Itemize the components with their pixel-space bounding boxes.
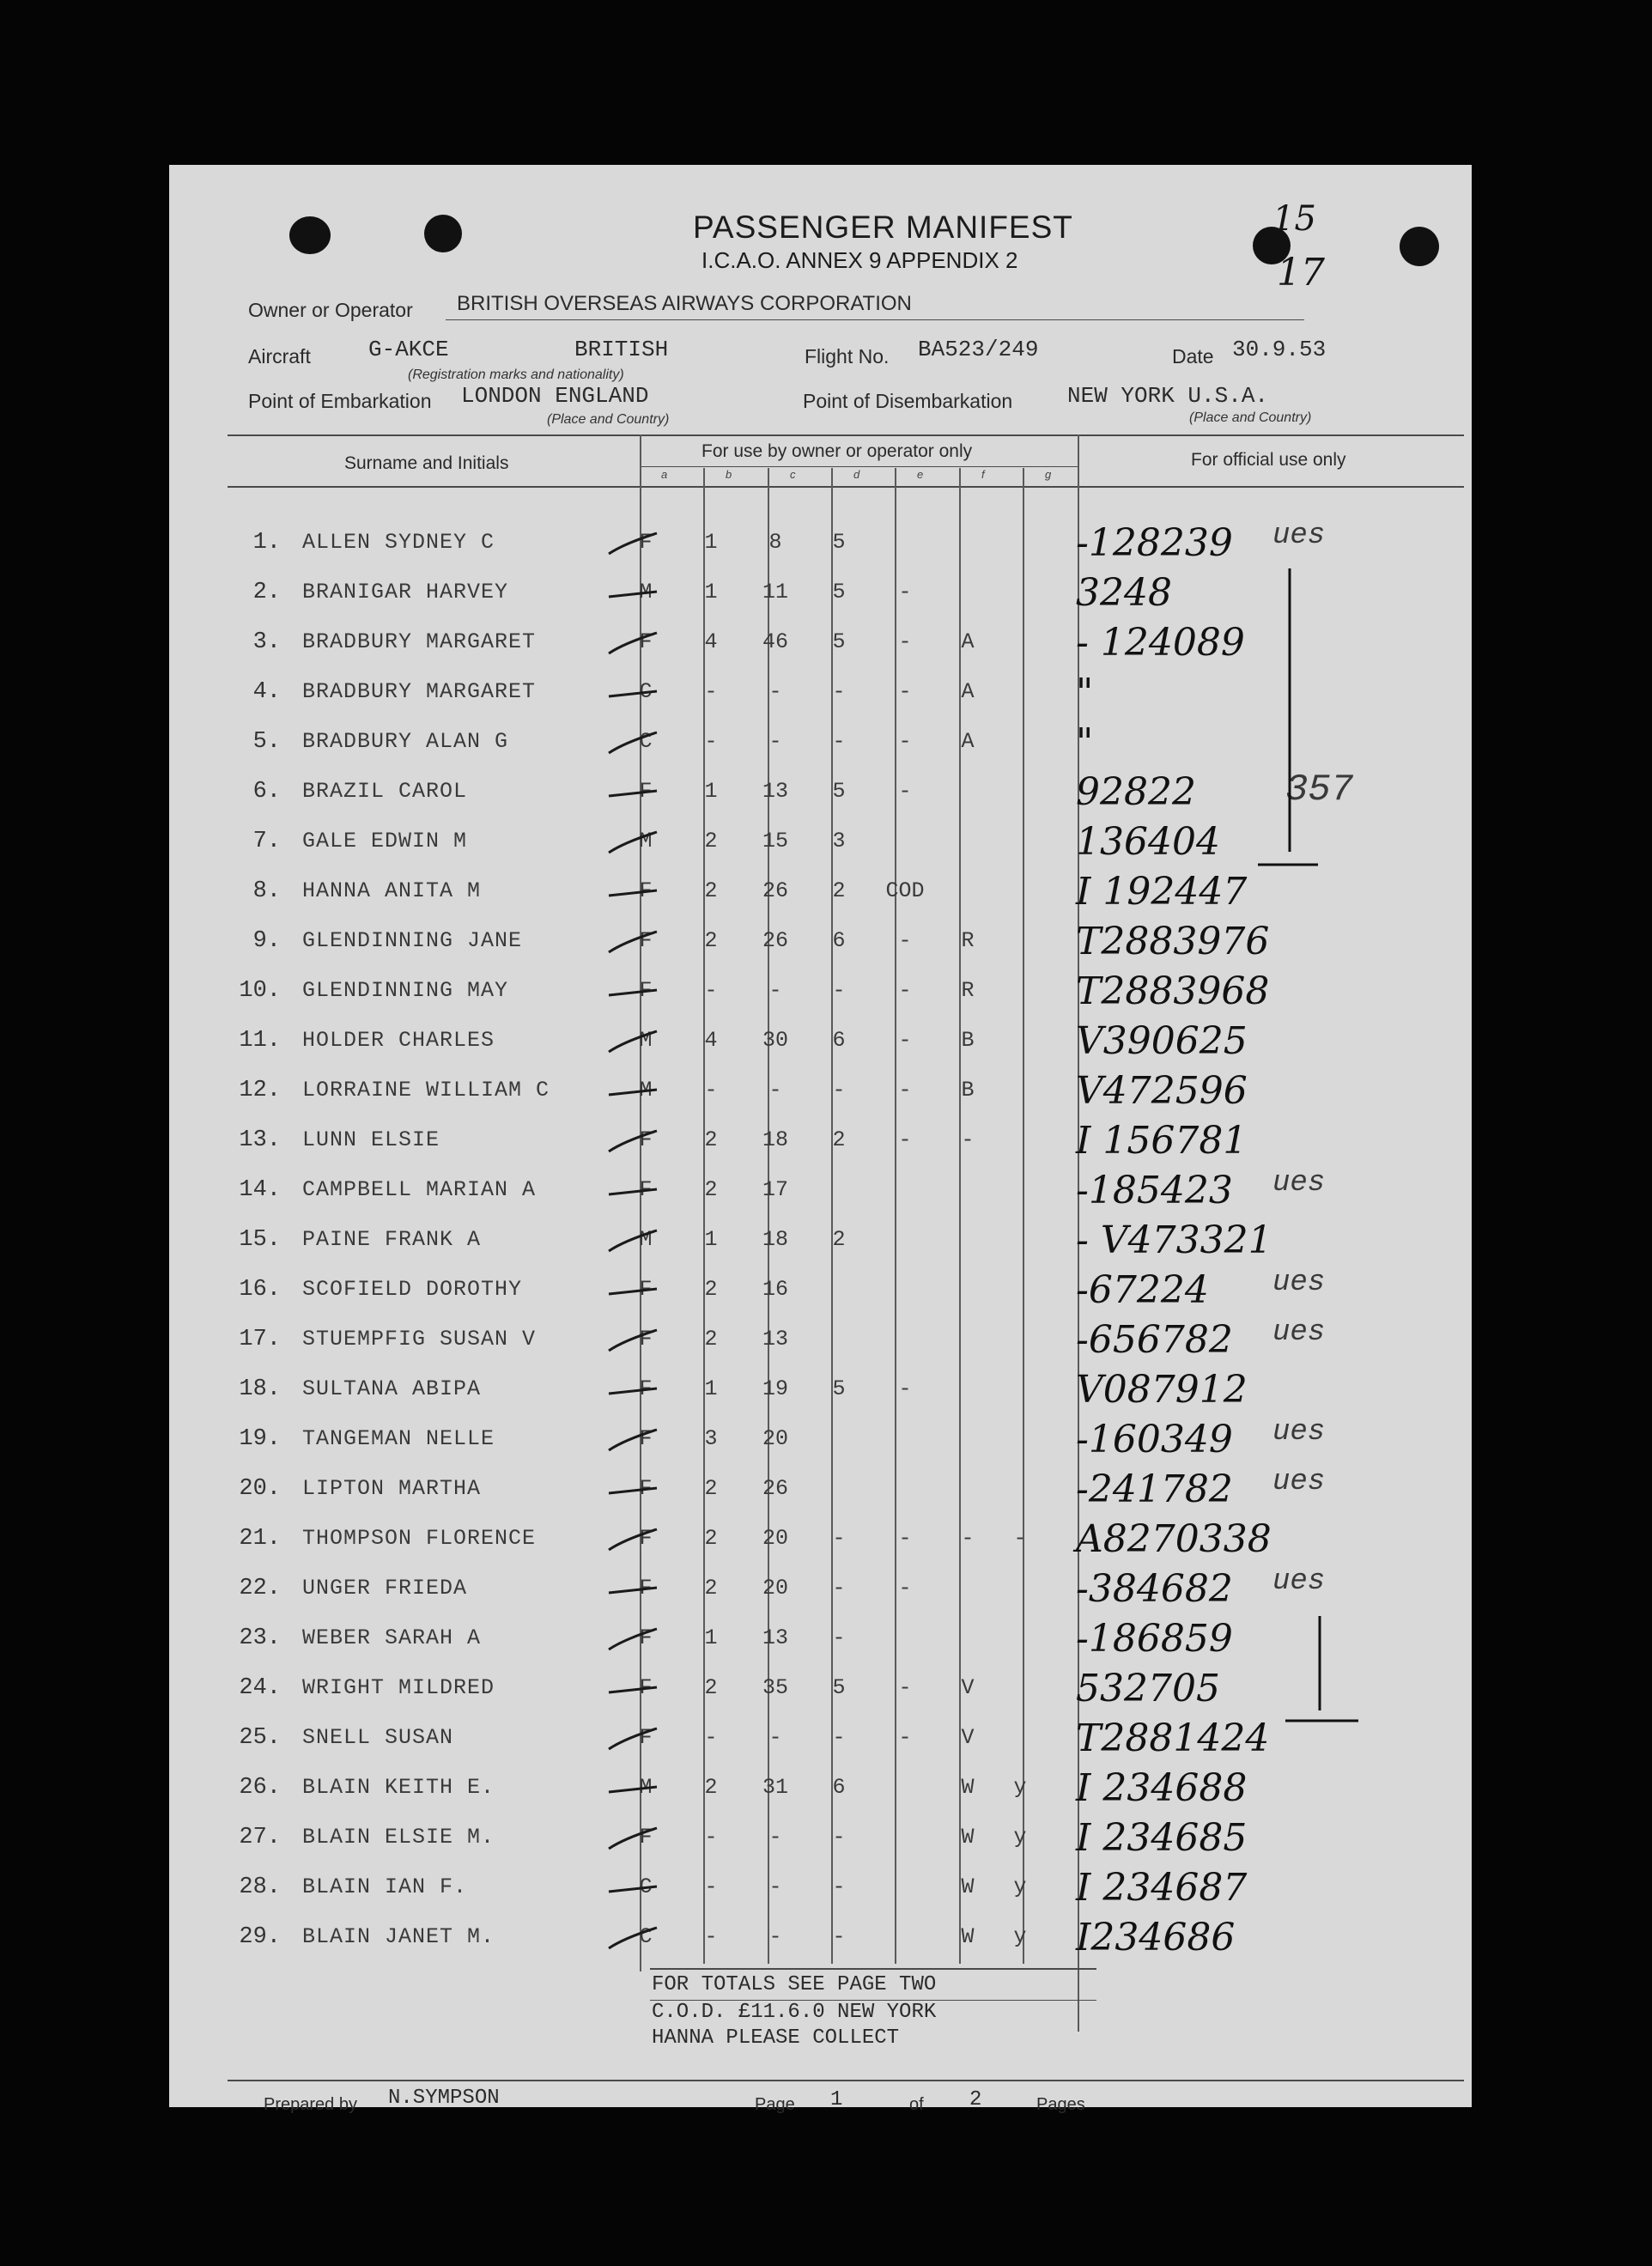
col-d-value: 5: [832, 779, 846, 804]
col-b-value: 2: [704, 1277, 718, 1302]
col-b-value: 1: [704, 1625, 718, 1650]
col-a-value: F: [639, 928, 653, 953]
col-a-value: F: [639, 1426, 653, 1451]
col-d-value: 6: [832, 1775, 846, 1800]
col-a-value: F: [639, 1376, 653, 1401]
official-number: I 234687: [1076, 1866, 1248, 1910]
col-b-value: 4: [704, 629, 718, 654]
col-c-value: -: [768, 1725, 782, 1750]
embarkation-value: LONDON ENGLAND: [461, 383, 649, 409]
flight-label: Flight No.: [805, 345, 890, 368]
row-number: 8.: [252, 878, 281, 904]
passenger-name: BLAIN JANET M.: [302, 1924, 495, 1949]
col-b-value: -: [704, 1924, 718, 1949]
page-title: PASSENGER MANIFEST: [693, 210, 1073, 245]
col-b-value: 2: [704, 878, 718, 903]
col-e-value: -: [898, 1376, 912, 1401]
row-number: 17.: [239, 1327, 281, 1352]
col-d-value: 6: [832, 928, 846, 953]
col-d-value: 2: [832, 878, 846, 903]
official-number: 92822: [1076, 770, 1196, 814]
col-a-value: F: [639, 1526, 653, 1551]
col-c-value: 18: [762, 1127, 788, 1152]
official-number: 136404: [1076, 820, 1220, 864]
row-number: 3.: [252, 629, 281, 655]
col-a-value: M: [639, 1775, 653, 1800]
aircraft-label: Aircraft: [248, 345, 311, 368]
col-e-value: -: [898, 1078, 912, 1103]
col-g-value: y: [1013, 1775, 1027, 1800]
corner-note-1: 15: [1272, 199, 1316, 239]
col-d-value: 5: [832, 1675, 846, 1700]
manifest-sheet: PASSENGER MANIFEST I.C.A.O. ANNEX 9 APPENDIX 2 15 17 Owner or Operator BRITISH OVERSEAS AIRWAYS CORPORATION Aircraft G-AKCE BRITISH (Registration marks and nationality) Flight No. BA523/249 Date 30.9.53 Point of Embarkation LONDON ENGLAND (Place and Country) Point of Disembarkation NEW YORK U.S.A. (Place and Country) Surname and Initials For use by owner or operator only For official use only a b c d e f g 1. ALLEN SYDNEY C F 1 8 5 -128239 ues 2. BRANIGAR HARVEY M 1 11 5 - 3248 3. BRADBURY MARGARET F 4 46 5 - A - 124089 4. BRADBURY MARGARET C - - - - A " 5. BRADBURY ALAN G C - - - - A " 6. BRAZIL CAROL F 1 13 5 - 92822 357 7. GALE EDWIN M M 2 15 3 136404 8. HANNA ANITA M F 2 26 2 COD I 192447 9. GLENDINNING JANE F 2 26 6 - R T2883976 10. GLENDINNING MAY F - - - - R T2883968 11. HOLDER CHARLES M 4 30 6 - B V390625 12. LORRAINE WILLIAM C M - - - - B V472596 13. LUNN ELSIE F 2 18 2 - - I 156781 14. CAMPBELL MARIAN A F 2 17 -185423 ues 15. PAINE FRANK A M 1 18 2 - V473321 16. SCOFIELD DOROTHY F 2 16 -67224 ues 17. STUEMPFIG SUSAN V F 2 13 -656782 ues 18. SULTANA ABIPA F 1 19 5 - V087912 19. TANGEMAN NELLE F 3 20 -160349 ues 20. LIPTON MARTHA F 2 26 -241782 ues 21. THOMPSON FLORENCE F 2 20 - - - - A8270338 22. UNGER FRIEDA F 2 20 - - -384682 ues 23. WEBER SARAH A F 1 13 - -186859 24. WRIGHT MILDRED F 2 35 5 - V 532705 25. SNELL SUSAN F - - - - V T2881424 26. BLAIN KEITH E. M 2 31 6 W y I 234688 27. BLAIN ELSIE M. F - - - W y I 234685 28. BLAIN IAN F. C - - - W y I 234687 29. BLAIN JANET M. C - - - W y I234686 FOR TOTALS SEE PAGE TWO C.O.D. £11.6.0 NEW YORK HANNA PLEASE COLLECT Prepared by N.SYMPSON Page 1 of 2 Pages: [169, 165, 1472, 2107]
row-number: 24.: [239, 1675, 281, 1701]
col-a-value: F: [639, 1327, 653, 1352]
col-a-value: F: [639, 1725, 653, 1750]
passenger-name: LORRAINE WILLIAM C: [302, 1078, 550, 1103]
col-e-value: -: [898, 978, 912, 1003]
official-number: -128239: [1076, 521, 1233, 565]
flight-value: BA523/249: [918, 337, 1039, 362]
passenger-name: ALLEN SYDNEY C: [302, 530, 495, 555]
col-d-value: -: [832, 1825, 846, 1850]
official-number: -241782: [1076, 1467, 1233, 1511]
row-number: 22.: [239, 1576, 281, 1601]
passenger-name: BLAIN ELSIE M.: [302, 1825, 495, 1850]
col-c-value: -: [768, 1078, 782, 1103]
passenger-name: TANGEMAN NELLE: [302, 1426, 495, 1451]
col-b-value: 1: [704, 779, 718, 804]
official-number: -656782: [1076, 1318, 1233, 1362]
row-number: 23.: [239, 1625, 281, 1651]
col-a-value: M: [639, 1078, 653, 1103]
col-b-value: 4: [704, 1028, 718, 1053]
col-b-value: 2: [704, 1576, 718, 1601]
official-number: V390625: [1076, 1019, 1248, 1063]
col-d-value: -: [832, 729, 846, 754]
col-e-value: -: [898, 1675, 912, 1700]
col-a-value: M: [639, 829, 653, 854]
row-number: 10.: [239, 978, 281, 1004]
col-c-value: 18: [762, 1227, 788, 1252]
totals-line-3: HANNA PLEASE COLLECT: [652, 2026, 900, 2050]
passenger-name: STUEMPFIG SUSAN V: [302, 1327, 537, 1352]
disembarkation-label: Point of Disembarkation: [803, 390, 1013, 412]
col-d-value: 5: [832, 629, 846, 654]
row-number: 18.: [239, 1376, 281, 1402]
official-number: I234686: [1076, 1916, 1236, 1959]
col-d-value: 5: [832, 1376, 846, 1401]
disembarkation-hint: (Place and Country): [1189, 410, 1312, 425]
official-number: V087912: [1076, 1368, 1248, 1412]
col-e-value: -: [898, 1526, 912, 1551]
col-c-value: 26: [762, 1476, 788, 1501]
col-c-value: 13: [762, 779, 788, 804]
official-note: 357: [1285, 768, 1354, 811]
col-a-value: M: [639, 1028, 653, 1053]
col-b-value: 2: [704, 1675, 718, 1700]
col-d-value: 2: [832, 1227, 846, 1252]
passenger-name: CAMPBELL MARIAN A: [302, 1177, 537, 1202]
col-b-value: -: [704, 1874, 718, 1899]
col-f-value: -: [961, 1526, 975, 1551]
passenger-name: HANNA ANITA M: [302, 878, 482, 903]
page-total: 2: [969, 2088, 982, 2111]
row-number: 14.: [239, 1177, 281, 1203]
official-number: - V473321: [1076, 1218, 1272, 1262]
col-c-value: -: [768, 1874, 782, 1899]
col-d-value: -: [832, 978, 846, 1003]
col-e-value: -: [898, 928, 912, 953]
passenger-name: LIPTON MARTHA: [302, 1476, 482, 1501]
col-e-value: COD: [885, 878, 925, 903]
handwritten-brackets: [169, 165, 1472, 2107]
page-label: Page: [755, 2095, 795, 2114]
row-number: 25.: [239, 1725, 281, 1751]
col-c-value: -: [768, 679, 782, 704]
col-e-value: -: [898, 729, 912, 754]
col-b-value: -: [704, 978, 718, 1003]
col-c-value: 20: [762, 1576, 788, 1601]
official-number: A8270338: [1076, 1517, 1272, 1561]
col-b-value: 1: [704, 530, 718, 555]
official-number: I 234688: [1076, 1766, 1248, 1810]
col-c-value: 20: [762, 1526, 788, 1551]
col-a-value: F: [639, 530, 653, 555]
col-d-value: -: [832, 1924, 846, 1949]
registration-hint: (Registration marks and nationality): [408, 368, 624, 382]
official-note: ues: [1272, 1267, 1326, 1299]
col-f-value: A: [961, 729, 975, 754]
col-official-header: For official use only: [1191, 450, 1346, 470]
col-d-value: 2: [832, 1127, 846, 1152]
col-c-value: 13: [762, 1625, 788, 1650]
col-e-value: -: [898, 1725, 912, 1750]
col-d-value: 5: [832, 530, 846, 555]
date-label: Date: [1172, 345, 1214, 368]
col-c-value: 16: [762, 1277, 788, 1302]
col-g-value: -: [1013, 1526, 1027, 1551]
col-b-value: 2: [704, 1476, 718, 1501]
col-d-value: -: [832, 1625, 846, 1650]
col-f-value: W: [961, 1775, 975, 1800]
col-c-value: 26: [762, 878, 788, 903]
disembarkation-value: NEW YORK U.S.A.: [1067, 383, 1269, 409]
col-f-value: -: [961, 1127, 975, 1152]
col-b-value: 2: [704, 1775, 718, 1800]
embarkation-label: Point of Embarkation: [248, 390, 432, 412]
col-b-value: 2: [704, 1327, 718, 1352]
row-number: 28.: [239, 1874, 281, 1900]
official-number: -384682: [1076, 1567, 1233, 1611]
row-number: 9.: [252, 928, 281, 954]
official-number: - 124089: [1076, 621, 1245, 665]
col-b-value: -: [704, 729, 718, 754]
passenger-name: BLAIN IAN F.: [302, 1874, 468, 1899]
passenger-name: WRIGHT MILDRED: [302, 1675, 495, 1700]
col-c-value: 26: [762, 928, 788, 953]
col-c-value: 13: [762, 1327, 788, 1352]
col-f-value: W: [961, 1924, 975, 1949]
corner-note-2: 17: [1277, 251, 1325, 295]
prepared-label: Prepared by: [264, 2095, 357, 2114]
col-c-value: 19: [762, 1376, 788, 1401]
col-c-value: -: [768, 1924, 782, 1949]
totals-line-2: C.O.D. £11.6.0 NEW YORK: [652, 2001, 937, 2024]
official-note: ues: [1272, 1416, 1326, 1449]
col-c-value: 30: [762, 1028, 788, 1053]
official-note: ues: [1272, 1167, 1326, 1200]
col-b-value: -: [704, 679, 718, 704]
col-b-value: -: [704, 1725, 718, 1750]
official-number: V472596: [1076, 1069, 1248, 1113]
pages-label: Pages: [1036, 2095, 1085, 2114]
official-number: T2881424: [1076, 1716, 1270, 1760]
col-b-value: -: [704, 1078, 718, 1103]
official-number: -186859: [1076, 1617, 1233, 1661]
row-number: 11.: [239, 1028, 281, 1054]
col-d-value: -: [832, 1078, 846, 1103]
col-e-value: -: [898, 1028, 912, 1053]
row-number: 19.: [239, 1426, 281, 1452]
col-e-value: -: [898, 679, 912, 704]
col-g-value: y: [1013, 1924, 1027, 1949]
col-c-value: 8: [768, 530, 782, 555]
col-a-value: C: [639, 1874, 653, 1899]
col-b-value: 1: [704, 1227, 718, 1252]
row-number: 4.: [252, 679, 281, 705]
col-f-value: B: [961, 1028, 975, 1053]
col-a-value: F: [639, 978, 653, 1003]
row-number: 15.: [239, 1227, 281, 1253]
passenger-name: GLENDINNING MAY: [302, 978, 509, 1003]
owner-label: Owner or Operator: [248, 299, 413, 321]
passenger-name: BRADBURY ALAN G: [302, 729, 509, 754]
col-f-value: W: [961, 1825, 975, 1850]
totals-line-1: FOR TOTALS SEE PAGE TWO: [652, 1973, 937, 1996]
col-a-value: F: [639, 1576, 653, 1601]
col-a-value: F: [639, 1476, 653, 1501]
col-a-value: M: [639, 1227, 653, 1252]
official-note: ues: [1272, 519, 1326, 552]
official-note: ues: [1272, 1565, 1326, 1598]
official-note: ues: [1272, 1316, 1326, 1349]
official-number: T2883968: [1076, 969, 1270, 1013]
prepared-value: N.SYMPSON: [388, 2087, 500, 2110]
official-number: ": [1076, 720, 1094, 764]
col-f-value: V: [961, 1725, 975, 1750]
col-c-value: 20: [762, 1426, 788, 1451]
official-number: ": [1076, 671, 1094, 714]
col-f-value: A: [961, 629, 975, 654]
official-number: I 234685: [1076, 1816, 1248, 1860]
row-number: 5.: [252, 729, 281, 755]
col-d-value: -: [832, 1725, 846, 1750]
passenger-name: BRAZIL CAROL: [302, 779, 468, 804]
official-number: 3248: [1076, 571, 1172, 615]
col-f-value: W: [961, 1874, 975, 1899]
of-label: of: [909, 2095, 924, 2114]
col-a-value: F: [639, 878, 653, 903]
col-a-value: F: [639, 1127, 653, 1152]
row-number: 27.: [239, 1825, 281, 1850]
col-c-value: -: [768, 978, 782, 1003]
col-c-value: 17: [762, 1177, 788, 1202]
passenger-name: BRADBURY MARGARET: [302, 679, 537, 704]
official-number: I 192447: [1076, 870, 1248, 914]
col-f-value: A: [961, 679, 975, 704]
col-a-value: F: [639, 1625, 653, 1650]
col-e-value: -: [898, 1576, 912, 1601]
col-g-value: y: [1013, 1825, 1027, 1850]
col-b-value: 2: [704, 1127, 718, 1152]
col-b-value: 1: [704, 580, 718, 604]
col-b-value: 2: [704, 829, 718, 854]
col-b-value: 2: [704, 928, 718, 953]
passenger-name: BRANIGAR HARVEY: [302, 580, 509, 604]
row-number: 29.: [239, 1924, 281, 1950]
col-c-value: 31: [762, 1775, 788, 1800]
col-g-value: y: [1013, 1874, 1027, 1899]
col-a-value: F: [639, 1277, 653, 1302]
row-number: 13.: [239, 1127, 281, 1153]
col-a-value: C: [639, 1924, 653, 1949]
passenger-name: SNELL SUSAN: [302, 1725, 454, 1750]
row-number: 21.: [239, 1526, 281, 1552]
passenger-name: SCOFIELD DOROTHY: [302, 1277, 523, 1302]
col-c-value: 35: [762, 1675, 788, 1700]
official-number: -185423: [1076, 1169, 1233, 1212]
row-number: 20.: [239, 1476, 281, 1502]
col-c-value: -: [768, 1825, 782, 1850]
col-e-value: -: [898, 779, 912, 804]
col-a-value: M: [639, 580, 653, 604]
col-b-value: -: [704, 1825, 718, 1850]
row-number: 2.: [252, 580, 281, 605]
row-number: 12.: [239, 1078, 281, 1103]
passenger-name: GALE EDWIN M: [302, 829, 468, 854]
passenger-name: SULTANA ABIPA: [302, 1376, 482, 1401]
row-number: 26.: [239, 1775, 281, 1801]
col-d-value: -: [832, 1526, 846, 1551]
col-f-value: R: [961, 978, 975, 1003]
passenger-name: BRADBURY MARGARET: [302, 629, 537, 654]
col-d-value: -: [832, 1576, 846, 1601]
official-number: -160349: [1076, 1418, 1233, 1461]
col-b-value: 2: [704, 1526, 718, 1551]
col-e-value: -: [898, 580, 912, 604]
col-a-value: F: [639, 629, 653, 654]
col-c-value: 11: [762, 580, 788, 604]
embarkation-hint: (Place and Country): [547, 412, 670, 427]
passenger-name: PAINE FRANK A: [302, 1227, 482, 1252]
col-e-value: -: [898, 1127, 912, 1152]
col-b-value: 2: [704, 1177, 718, 1202]
passenger-name: LUNN ELSIE: [302, 1127, 440, 1152]
col-f-value: R: [961, 928, 975, 953]
col-f-value: B: [961, 1078, 975, 1103]
official-number: I 156781: [1076, 1119, 1248, 1163]
passenger-name: GLENDINNING JANE: [302, 928, 523, 953]
row-number: 7.: [252, 829, 281, 854]
page-subtitle: I.C.A.O. ANNEX 9 APPENDIX 2: [701, 247, 1018, 273]
col-b-value: 1: [704, 1376, 718, 1401]
row-number: 16.: [239, 1277, 281, 1303]
col-a-value: F: [639, 1825, 653, 1850]
col-c-value: -: [768, 729, 782, 754]
passenger-name: THOMPSON FLORENCE: [302, 1526, 537, 1551]
col-d-value: 6: [832, 1028, 846, 1053]
col-c-value: 15: [762, 829, 788, 854]
col-a-value: F: [639, 779, 653, 804]
page-number: 1: [830, 2088, 843, 2111]
official-note: ues: [1272, 1466, 1326, 1498]
aircraft-reg: G-AKCE: [368, 337, 449, 362]
col-d-value: 5: [832, 580, 846, 604]
passenger-name: UNGER FRIEDA: [302, 1576, 468, 1601]
row-number: 6.: [252, 779, 281, 805]
col-owner-use-header: For use by owner or operator only: [701, 441, 973, 461]
col-a-value: C: [639, 729, 653, 754]
row-number: 1.: [252, 530, 281, 556]
col-a-value: C: [639, 679, 653, 704]
official-number: 532705: [1076, 1667, 1220, 1710]
owner-value: BRITISH OVERSEAS AIRWAYS CORPORATION: [457, 292, 912, 315]
passenger-name: BLAIN KEITH E.: [302, 1775, 495, 1800]
col-f-value: V: [961, 1675, 975, 1700]
official-number: -67224: [1076, 1268, 1209, 1312]
official-number: T2883976: [1076, 920, 1270, 963]
col-a-value: F: [639, 1177, 653, 1202]
col-d-value: -: [832, 679, 846, 704]
passenger-name: WEBER SARAH A: [302, 1625, 482, 1650]
aircraft-nationality: BRITISH: [574, 337, 669, 362]
col-c-value: 46: [762, 629, 788, 654]
col-a-value: F: [639, 1675, 653, 1700]
col-surname-header: Surname and Initials: [344, 453, 509, 473]
col-e-value: -: [898, 629, 912, 654]
col-b-value: 3: [704, 1426, 718, 1451]
passenger-name: HOLDER CHARLES: [302, 1028, 495, 1053]
date-value: 30.9.53: [1232, 337, 1327, 362]
col-d-value: -: [832, 1874, 846, 1899]
col-d-value: 3: [832, 829, 846, 854]
